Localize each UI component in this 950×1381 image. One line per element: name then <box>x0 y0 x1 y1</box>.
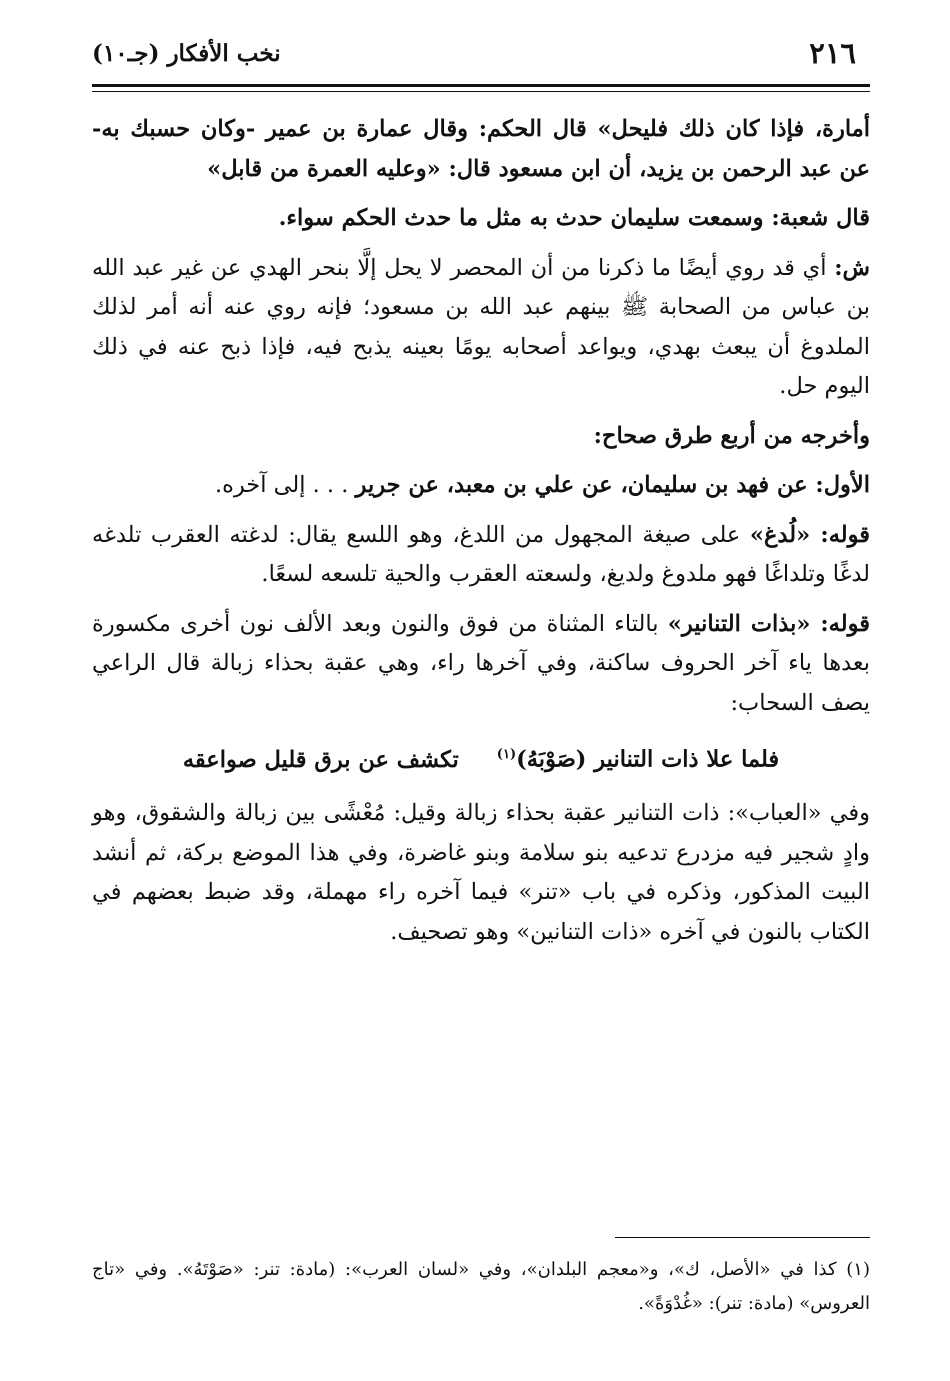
footnote-separator <box>615 1237 870 1238</box>
ludigha-term: قوله: «لُدغ» <box>749 521 870 548</box>
first-chain-tail: . . . إلى آخره. <box>214 472 356 498</box>
footnote-marker: (١) <box>496 747 517 762</box>
page-header <box>92 30 870 86</box>
tananir-term: قوله: «بذات التنانير» <box>667 610 870 637</box>
header-rule-thin <box>92 91 870 92</box>
poetry-verse <box>92 735 870 780</box>
tananir-text: بالتاء المثناة من فوق والنون وبعد الألف نون أخرى مكسورة بعدها ياء آخر الحروف ساكنة، وفي آخرها راء، وهي عقبة بحذاء زبالة قال الراعي يصف السحاب: <box>92 610 870 716</box>
running-title: نخب الأفكار (جـ١٠) <box>92 40 281 67</box>
commentary-marker: ش: <box>834 254 870 281</box>
paragraph-first-chain <box>92 466 870 506</box>
verse-first-hemistich <box>497 735 779 780</box>
book-page <box>92 30 870 1350</box>
verse-second-hemistich: تكشف عن برق قليل صواعقه <box>182 746 459 773</box>
verse-first-text: فلما علا ذات التنانير (صَوْبَهُ) <box>516 746 780 773</box>
paragraph-hadith-continuation: أمارة، فإذا كان ذلك فليحل» قال الحكم: وقال عمارة بن عمير -وكان حسبك به- عن عبد الرحمن بن يزيد، أن ابن مسعود قال: «وعليه العمرة من قابل» <box>92 116 870 182</box>
first-chain-marker: الأول: <box>815 472 870 498</box>
paragraph-ludigha <box>92 516 870 595</box>
first-chain-names: عن فهد بن سليمان، عن علي بن معبد، عن جرير <box>355 472 816 498</box>
paragraph-ubab: وفي «العباب»: ذات التنانير عقبة بحذاء زبالة وقيل: مُعْشًى بين زبالة والشقوق، وهو وادٍ شجير فيه مزدرع تدعيه بنو سلامة وبنو غاضرة، وفي هذا الموضع بركة، ثم أنشد البيت المذكور، وذكره في باب «تنر» فيما آخره راء مهملة، وقد ضبط بعضهم في الكتاب بالنون في آخره «ذات التنانين» وهو تصحيف. <box>92 800 870 945</box>
paragraph-commentary <box>92 249 870 407</box>
footnote: (١) كذا في «الأصل، ك»، و«معجم البلدان»، وفي «لسان العرب»: (مادة: تنر: «صَوْتَهُ». وفي «تاج العروس» (مادة: تنر): «غُدْوَةً». <box>92 1259 870 1314</box>
header-rule-thick <box>92 84 870 87</box>
commentary-text: أي قد روي أيضًا ما ذكرنا من أن المحصر لا يحل إلَّا بنحر الهدي عن غير عبد الله بن عباس من الصحابة ﷺ بينهم عبد الله بن مسعود؛ فإنه روي عنه أنه أمر لذلك الملدوغ أن يبعث بهدي، ويواعد أصحابه يومًا بعينه يذبح فيه، فإذا ذبح عنه في ذلك اليوم حل. <box>92 254 870 399</box>
main-text <box>92 110 870 962</box>
paragraph-chains-heading: وأخرجه من أربع طرق صحاح: <box>593 422 870 449</box>
ludigha-text: على صيغة المجهول من اللدغ، وهو اللسع يقال: لدغته العقرب تلدغه لدغًا وتلداغًا فهو ملدوغ ولديغ، ولسعته العقرب والحية تلسعه لسعًا. <box>92 521 870 587</box>
page-number: ٢١٦ <box>809 36 856 70</box>
paragraph-shuba: قال شعبة: وسمعت سليمان حدث به مثل ما حدث الحكم سواء. <box>278 205 870 231</box>
paragraph-tananir <box>92 605 870 724</box>
